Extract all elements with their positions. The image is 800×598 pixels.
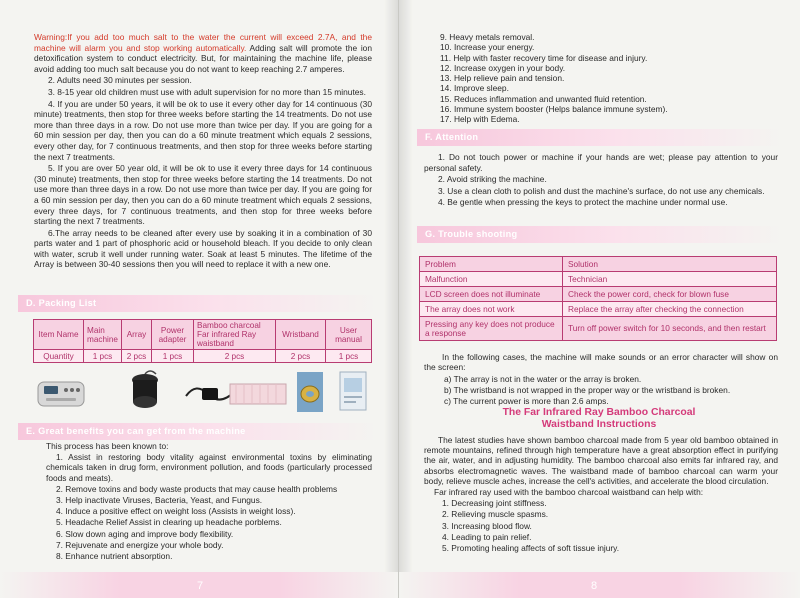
- packing-cell: Power adapter: [152, 320, 194, 350]
- packing-cell: Main machine: [84, 320, 122, 350]
- benefit-item: 12. Increase oxygen in your body.: [440, 62, 566, 73]
- attention-item: 3. Use a clean cloth to polish and dust the machine's surface, do not use any chemicals.: [438, 185, 765, 196]
- error-case: c) The current power is more than 2.6 amps.: [444, 396, 609, 407]
- error-sounds-section: [424, 352, 778, 407]
- waistband-title-line1: The Far Infrared Ray Bamboo Charcoal: [502, 407, 696, 418]
- packing-list-table: [33, 319, 372, 363]
- error-case: a) The array is not in the water or the array is broken.: [444, 373, 642, 384]
- benefit-item: 17. Help with Edema.: [440, 114, 520, 125]
- benefit-item: 14. Improve sleep.: [440, 83, 509, 94]
- instruction-3: 3. 8-15 year old children must use with adult supervision for no more than 15 minutes.: [48, 86, 366, 97]
- packing-cell: 2 pcs: [122, 350, 152, 363]
- attention-item: 4. Be gentle when pressing the keys to protect the machine under normal use.: [438, 197, 728, 208]
- packing-cell: 1 pcs: [326, 350, 372, 363]
- waistband-title-line2: Waistband Instructions: [541, 419, 657, 430]
- waistband-paragraph: The latest studies have shown bamboo charcoal made from 5 year old bamboo obtained in remote mountains, refined through high temperature have a great absorption effect in purifying the air, water, and in adjusting humidity. The bamboo charcoal also emits far infrared ray, and absorbs electromagnetic waves. The waistband made of bamboo charcoal can warm your body, relieve muscle aches, increase the cell's activities, and accelerate the blood circulation.: [424, 435, 778, 486]
- benefit-item: 10. Increase your energy.: [440, 42, 535, 53]
- error-intro: In the following cases, the machine will make sounds or an error character will show on the screen:: [424, 352, 778, 373]
- trouble-cell: Solution: [563, 257, 777, 272]
- usage-instructions: [34, 32, 372, 271]
- page-number: 8: [590, 580, 598, 592]
- attention-list: [424, 152, 778, 209]
- packing-cell: Array: [122, 320, 152, 350]
- benefit-item: 16. Immune system booster (Helps balance immune system).: [440, 104, 668, 115]
- packing-cell: Item Name: [34, 320, 84, 350]
- warning-text: Warning:If you add too much salt to the water the current will exceed 2.7A, and the machine will alarm you and stop working automatically.: [34, 32, 372, 53]
- trouble-row: [420, 302, 777, 317]
- packing-cell: 1 pcs: [152, 350, 194, 363]
- waistband-help-item: 1. Decreasing joint stiffness.: [442, 498, 547, 509]
- instruction-6: 6.The array needs to be cleaned after every use by soaking it in a combination of 30 parts water and 1 part of phosphoric acid or household bleach. If you decide to only clean with water, scrub it well under running water. Soak at least 5 minutes. The lifetime of the Array is between 30-40 sessions then you will need to replace it with a new one.: [34, 227, 372, 270]
- trouble-cell: Technician: [563, 272, 777, 287]
- trouble-cell: Replace the array after checking the connection: [563, 302, 777, 317]
- trouble-cell: Problem: [420, 257, 563, 272]
- packing-cell: Quantity: [34, 350, 84, 363]
- waistband-help-item: 4. Leading to pain relief.: [442, 531, 532, 542]
- troubleshooting-heading: G. Trouble shooting: [417, 226, 783, 243]
- packing-list-heading: D. Packing List: [18, 295, 378, 312]
- packing-cell: Wristband: [276, 320, 326, 350]
- benefit-item: 11. Help with faster recovery time for disease and injury.: [440, 52, 648, 63]
- benefit-item: 4. Induce a positive effect on weight loss (Assists in weight loss).: [56, 506, 296, 517]
- packing-cell: 2 pcs: [276, 350, 326, 363]
- waistband-image: [228, 380, 288, 408]
- waistband-help-item: 3. Increasing blood flow.: [442, 520, 532, 531]
- trouble-row: [420, 257, 777, 272]
- wristband-image: [295, 370, 325, 414]
- benefits-heading: E. Great benefits you can get from the machine: [18, 423, 378, 440]
- waistband-instructions: [424, 435, 778, 554]
- trouble-cell: Pressing any key does not produce a response: [420, 317, 563, 341]
- benefit-item: 5. Headache Relief Assist in clearing up headache porblems.: [56, 517, 282, 528]
- attention-item: 2. Avoid striking the machine.: [438, 174, 547, 185]
- array-image: [128, 370, 162, 414]
- waistband-help-item: 2. Relieving muscle spasms.: [442, 509, 549, 520]
- waistband-help-item: 5. Promoting healing affects of soft tissue injury.: [442, 543, 620, 554]
- benefits-intro: This process has been known to:: [46, 441, 169, 451]
- benefits-list: [46, 441, 372, 562]
- packing-cell: User manual: [326, 320, 372, 350]
- benefit-item: 8. Enhance nutrient absorption.: [56, 551, 173, 562]
- benefit-item: 9. Heavy metals removal.: [440, 32, 535, 42]
- benefit-item: 6. Slow down aging and improve body flexibility.: [56, 528, 234, 539]
- packing-quantity-row: [34, 350, 372, 363]
- packing-cell: 1 pcs: [84, 350, 122, 363]
- trouble-cell: Turn off power switch for 10 seconds, and then restart: [563, 317, 777, 341]
- package-photos: [32, 368, 372, 416]
- attention-heading: F. Attention: [417, 129, 783, 146]
- benefit-item: 1. Assist in restoring body vitality against environmental toxins by eliminating chemicals taken in drug form, environment pollution, and foods (particularly processed foods and meats).: [46, 452, 372, 483]
- packing-cell: 2 pcs: [194, 350, 276, 363]
- trouble-row: [420, 317, 777, 341]
- page-number: 7: [196, 580, 204, 592]
- instruction-4: 4. If you are under 50 years, it will be ok to use it every other day for 14 continuous (30 minute) treatments, then stop for three weeks before starting the 14 treatments. Do not use more than three days in a row. Do not use more than twice per day. If you are going for a 60 min session per day, then you can do a 60 minute treatment which equals 2 sessions, every other day, for 7 continuous treatments, and then stop for three weeks before starting the next 7 treatments.: [34, 98, 372, 162]
- main-machine-image: [36, 374, 86, 410]
- warning-paragraph: Warning:If you add too much salt to the water the current will exceed 2.7A, and the machine will alarm you and stop working automatically. Adding salt will promote the ion detoxification system to conduct electricity. But, for maintaining the machine life, please avoid adding too much salt because you do not want to keep reaching 2.7 amperes.: [34, 32, 372, 74]
- benefit-item: 15. Reduces inflammation and unwanted fluid retention.: [440, 93, 647, 104]
- packing-header-row: [34, 320, 372, 350]
- page-left: [0, 0, 399, 598]
- trouble-cell: Check the power cord, check for blown fuse: [563, 287, 777, 302]
- trouble-cell: Malfunction: [420, 272, 563, 287]
- troubleshooting-table: [419, 256, 777, 341]
- benefits-list-continued: [440, 32, 770, 125]
- trouble-cell: The array does not work: [420, 302, 563, 317]
- trouble-row: [420, 287, 777, 302]
- error-case: b) The wristband is not wrapped in the proper way or the wristband is broken.: [444, 384, 731, 395]
- benefit-item: 7. Rejuvenate and energize your whole body.: [56, 539, 224, 550]
- waistband-help-intro: Far infrared ray used with the bamboo charcoal waistband can help with:: [434, 487, 704, 498]
- instruction-5: 5. If you are over 50 year old, it will be ok to use it every three days for 14 continuous (30 minute) treatments, then stop for three weeks before starting the 14 treatments. Do not use more than three days in a row. Do not use more than twice per day. If you are going for a 60 min session per day, then you can do a 60 minute treatment which equals 2 sessions, every three days, for 7 continuous treatments, and then stop for three weeks before starting the next 7 treatments.: [34, 163, 372, 227]
- packing-cell: Bamboo charcoal Far infrared Ray waistband: [194, 320, 276, 350]
- benefit-item: 2. Remove toxins and body waste products that may cause health problems: [56, 483, 338, 494]
- attention-item: 1. Do not touch power or machine if your hands are wet; please pay attention to your personal safety.: [424, 152, 778, 173]
- user-manual-image: [338, 370, 368, 412]
- benefit-item: 3. Help inactivate Viruses, Bacteria, Yeast, and Fungus.: [56, 495, 263, 506]
- trouble-row: [420, 272, 777, 287]
- benefit-item: 13. Help relieve pain and tension.: [440, 73, 565, 84]
- instruction-2: 2. Adults need 30 minutes per session.: [48, 75, 192, 86]
- trouble-cell: LCD screen does not illuminate: [420, 287, 563, 302]
